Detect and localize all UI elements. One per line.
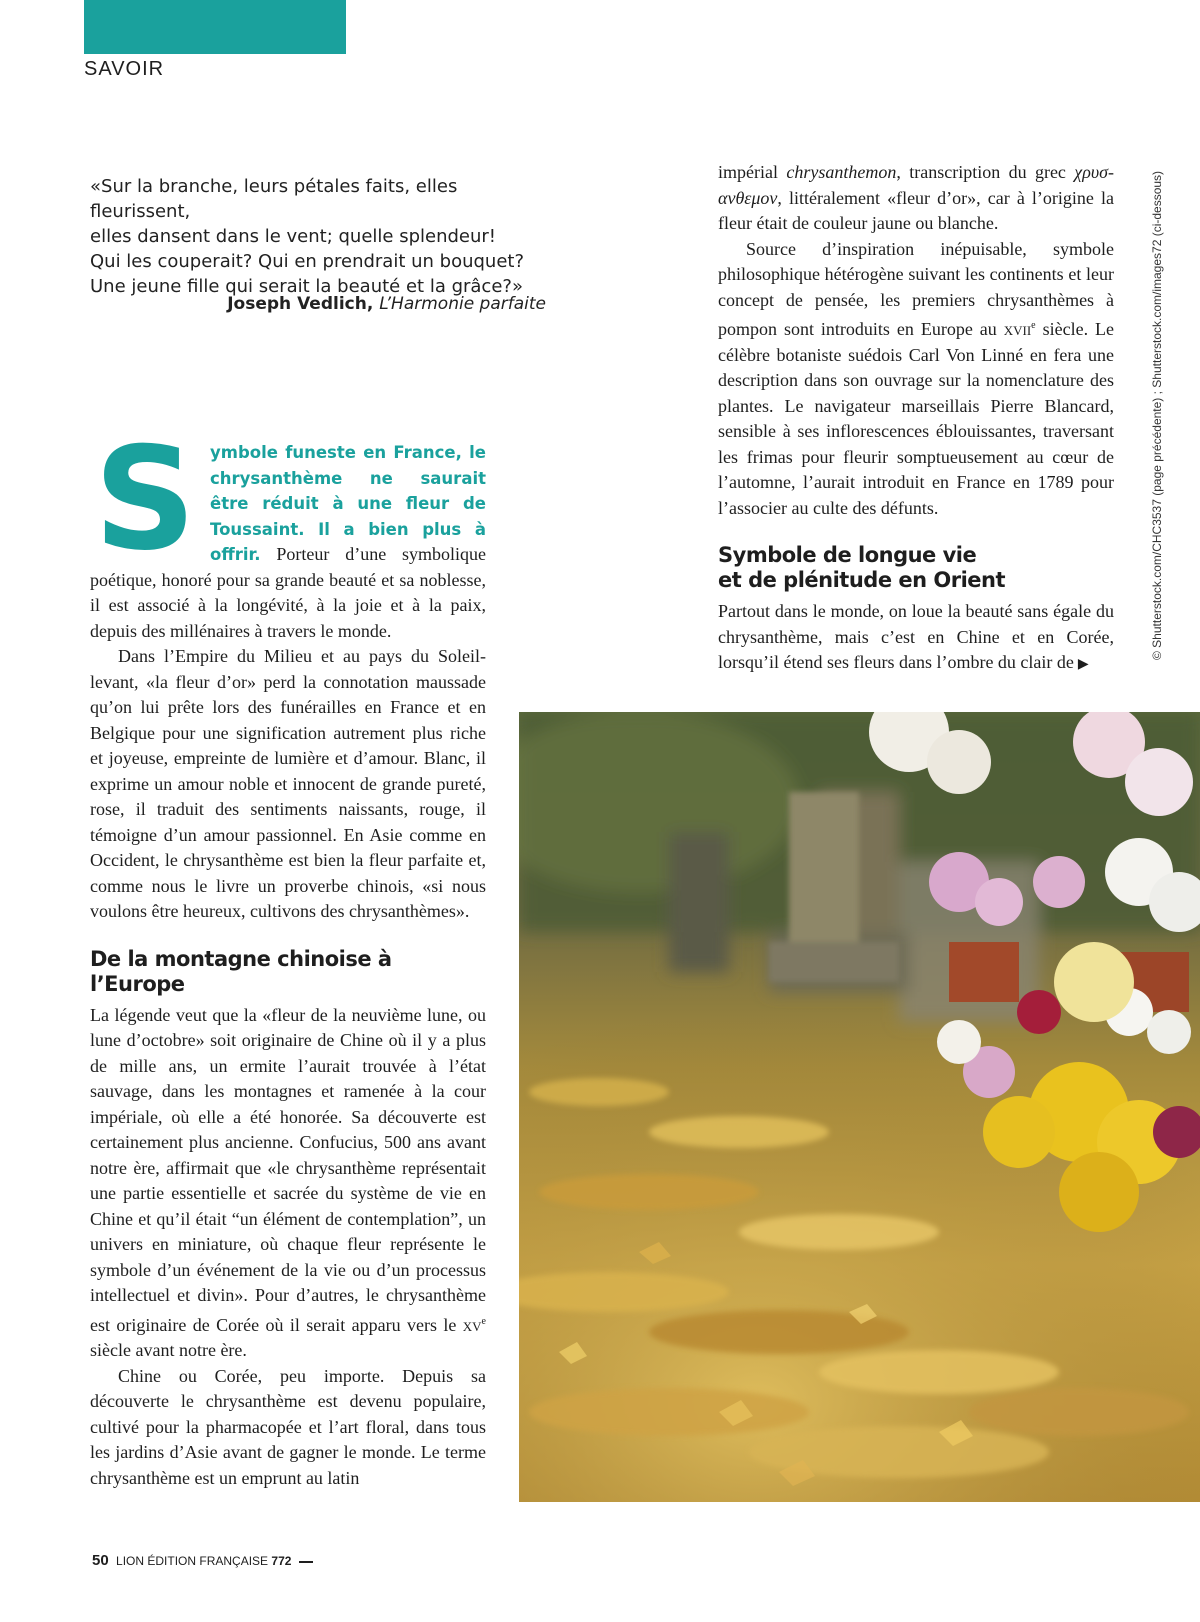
quote-line: Qui les couperait? Qui en prendrait un bouquet? bbox=[90, 251, 525, 272]
body-text-span: Source d’inspiration inépuisable, symbole philosophique hétérogène suivant les continents et leur concept de pensée, les premiers chrysanthèmes à pompon sont introduits en Europe au bbox=[718, 238, 1114, 339]
photo-credit-text: © Shutterstock.com/CHC3537 (page précédente) ; Shutterstock.com/images72 (ci-dessous) bbox=[1150, 170, 1164, 660]
body-paragraph bbox=[90, 1003, 486, 1364]
quote-line: «Sur la branche, leurs pétales faits, elles fleurissent, bbox=[90, 176, 458, 222]
body-text-span: Partout dans le monde, on loue la beauté sans égale du chrysanthème, mais c’est en Chine et en Corée, lorsqu’il étend ses fleurs dans l’ombre du clair de bbox=[718, 601, 1114, 672]
quote-author: Joseph Vedlich, bbox=[227, 294, 374, 314]
drop-cap: S bbox=[93, 417, 197, 582]
quote-attribution bbox=[90, 294, 546, 314]
body-paragraph: Chine ou Corée, peu importe. Depuis sa découverte le chrysanthème est devenu populaire, cultivé pour la pharmacopée et l’art floral, dans tous les jardins d’Asie avant de gagner le monde. Le terme chrysanthème est un emprunt au latin bbox=[90, 1365, 486, 1488]
photo-credit bbox=[1150, 170, 1172, 660]
body-paragraph bbox=[718, 599, 1114, 678]
body-text-span: , transcription du grec bbox=[896, 162, 1066, 182]
issue-number: 772 bbox=[271, 1554, 292, 1568]
body-text-span: siècle avant notre ère. bbox=[90, 1340, 247, 1360]
article-column-left bbox=[90, 417, 486, 1491]
lead-tail: Porteur d’une symbolique poétique, honoré pour sa grande beauté et sa noblesse, il est associé à la longévité, à la joie et à la paix, depuis des millénaires à travers le monde. bbox=[90, 544, 486, 641]
article-column-right bbox=[718, 160, 1114, 678]
lead-paragraph bbox=[90, 417, 486, 644]
epigraph-quote bbox=[90, 174, 550, 299]
lead-intro: ymbole funeste en France, le chrysanthème ne saurait être réduit à une fleur de Toussaint. Il a bien plus à offrir. bbox=[210, 443, 486, 564]
quote-line: Une jeune fille qui serait la beauté et la grâce?» bbox=[90, 276, 523, 297]
quote-work-title: L’Harmonie parfaite bbox=[379, 294, 546, 314]
century-numeral: xv bbox=[462, 1314, 482, 1335]
page-number: 50 bbox=[92, 1552, 109, 1569]
subheading-line: et de plénitude en Orient bbox=[718, 568, 1006, 592]
body-paragraph: Dans l’Empire du Milieu et au pays du Soleil-levant, «la fleur d’or» perd la connotation maussade qu’on lui prête lors des funérailles en France et en Belgique pour une signification autrement plus riche et joyeuse, empreinte de lumière et d’amour. Blanc, il exprime un amour noble et innocent de grande pureté, rose, il traduit des sentiments naissants, rouge, il témoigne d’un amour passionnel. En Asie comme en Occident, le chrysanthème est bien la fleur parfaite et, comme nous le livre un proverbe chinois, «si nous voulons être heureux, cultivons des chrysanthèmes». bbox=[90, 646, 486, 921]
century-numeral: xvii bbox=[1003, 319, 1032, 339]
body-text-span: siècle. Le célèbre botaniste suédois Carl Von Linné en fera une description dans son ouvrage sur la nomenclature des plantes. Le navigateur marseillais Pierre Blancard, sensible à ses inflorescences éblouissantes, traversant les frimas pour fleurir somptueusement au cœur de l’automne, l’aurait introduit en France en 1789 pour l’associer au culte des défunts. bbox=[718, 319, 1115, 518]
body-paragraph bbox=[718, 160, 1114, 237]
ordinal-suffix: e bbox=[481, 1315, 486, 1327]
body-paragraph bbox=[718, 237, 1114, 522]
page-footer bbox=[92, 1552, 313, 1569]
continue-arrow-icon: ▶ bbox=[1077, 657, 1089, 672]
latin-term: chrysanthemon bbox=[786, 162, 897, 182]
subheading bbox=[718, 543, 1114, 593]
ordinal-suffix: e bbox=[1031, 320, 1036, 331]
body-text-span: La légende veut que la «fleur de la neuvième lune, ou lune d’octobre» soit originaire de Chine où il y a plus de mille ans, un ermite l’aurait trouvée à l’état sauvage, dans les montagnes et ramenée à la cour impériale, où elle a été honorée. Sa découverte est certainement plus ancienne. Confucius, 500 ans avant notre ère, affirmait que «le chrysanthème représentait une partie essentielle et sacrée du système de vie en Chine et qu’il était “un élément de contemplation”, un univers en miniature, où chaque fleur représente le symbole d’un événement de la vie ou d’un processus intellectuel et divin». Pour d’autres, le chrysanthème est originaire de Corée où il serait apparu vers le bbox=[90, 1004, 486, 1335]
body-text-span: impérial bbox=[718, 162, 778, 182]
subheading: De la montagne chinoise à l’Europe bbox=[90, 946, 392, 996]
cemetery-autumn-photo bbox=[519, 712, 1200, 1502]
greek-term: χρυσ-ανθεμον bbox=[718, 162, 1114, 208]
section-label: SAVOIR bbox=[84, 58, 165, 80]
footer-dash bbox=[299, 1561, 313, 1563]
publication-name: LION ÉDITION FRANÇAISE bbox=[116, 1554, 269, 1568]
photo-illustration bbox=[519, 712, 1200, 1502]
header-color-band bbox=[84, 0, 346, 54]
subheading-line: Symbole de longue vie bbox=[718, 543, 977, 567]
body-text-span: , littéralement «fleur d’or», car à l’origine la fleur était de couleur jaune ou blanche. bbox=[718, 187, 1114, 233]
quote-line: elles dansent dans le vent; quelle splendeur! bbox=[90, 226, 497, 247]
